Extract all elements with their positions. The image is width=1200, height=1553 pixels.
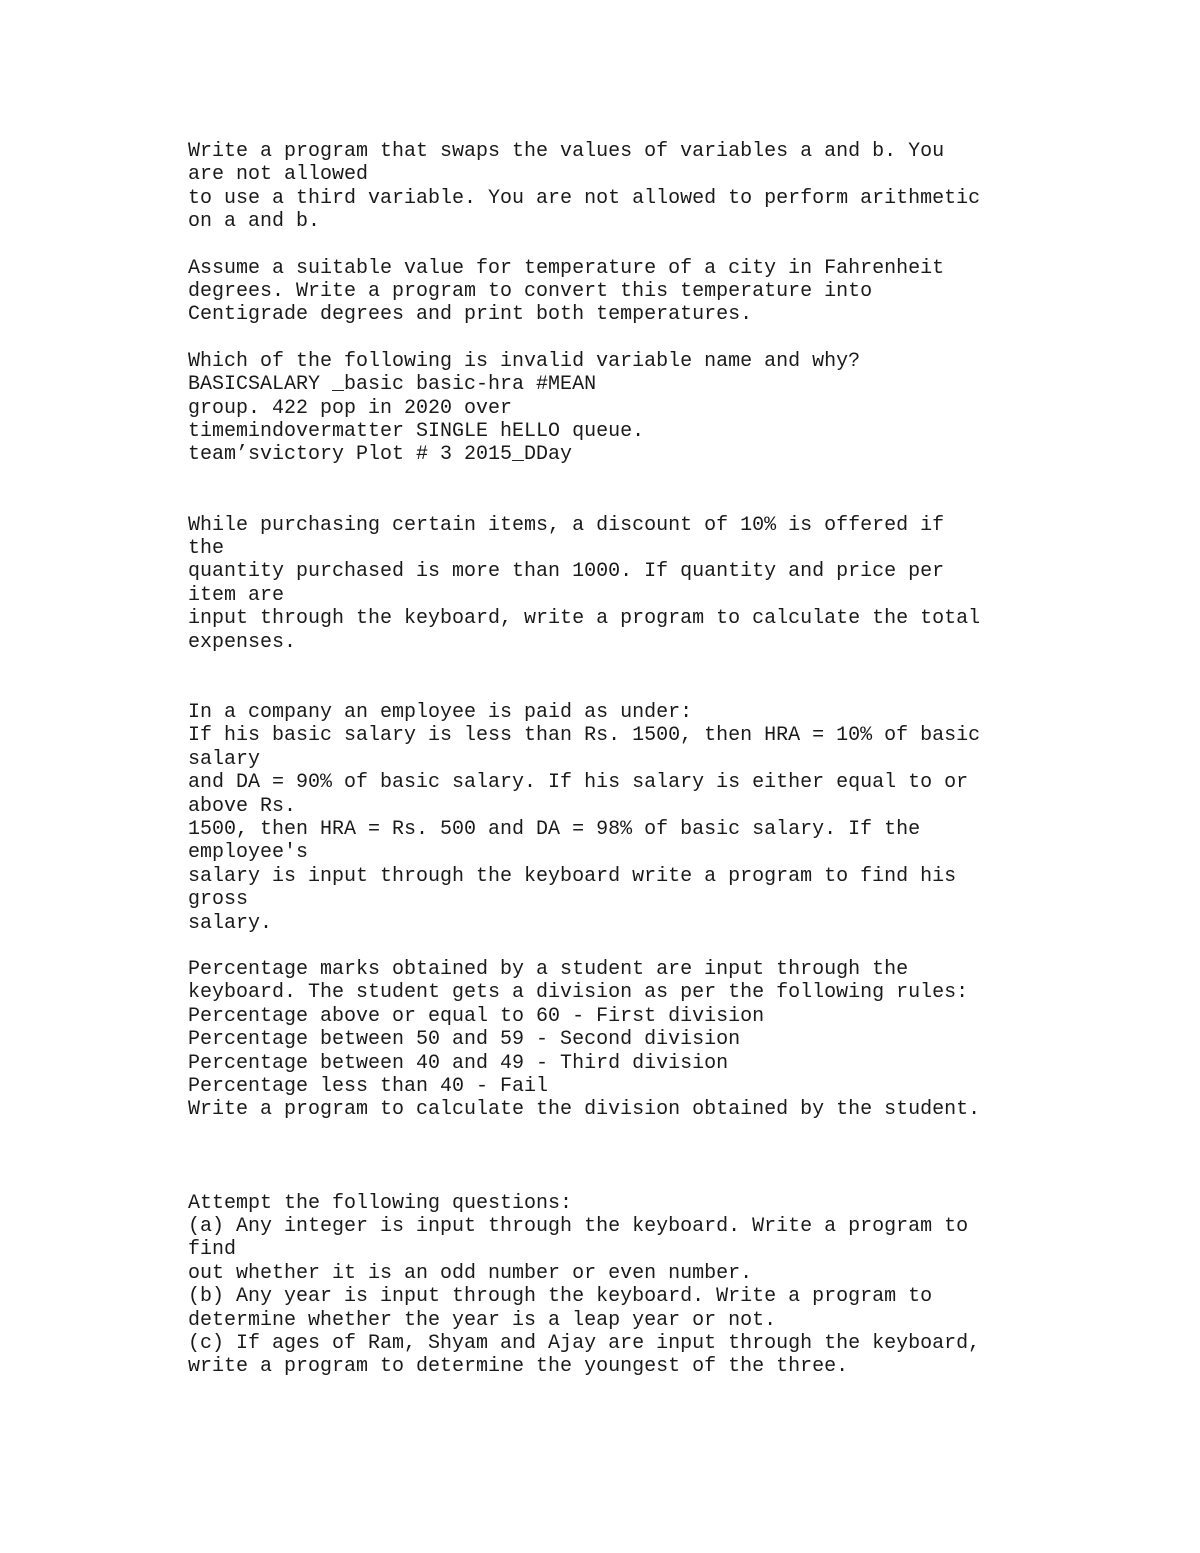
- text-line: Percentage less than 40 - Fail: [188, 1074, 549, 1098]
- text-line: salary.: [188, 911, 273, 935]
- text-line: (b) Any year is input through the keyboard. Write a program to: [188, 1285, 933, 1309]
- text-line: If his basic salary is less than Rs. 1500, then HRA = 10% of basic: [188, 724, 981, 748]
- text-line: above Rs.: [188, 794, 297, 818]
- text-line: and DA = 90% of basic salary. If his salary is either equal to or: [188, 771, 969, 795]
- text-line: Write a program that swaps the values of variables a and b. You: [188, 140, 945, 163]
- text-line: Write a program to calculate the division obtained by the student.: [188, 1098, 981, 1122]
- text-line: team’svictory Plot # 3 2015_DDay: [188, 443, 573, 467]
- text-line: the: [188, 537, 225, 561]
- text-line: Percentage marks obtained by a student are input through the: [188, 957, 909, 981]
- text-line: input through the keyboard, write a program to calculate the total: [188, 607, 981, 631]
- text-line: item are: [188, 583, 285, 607]
- text-line: Percentage between 40 and 49 - Third division: [188, 1051, 729, 1075]
- document-body: [188, 140, 1088, 1379]
- question-temperature-conversion: [188, 257, 1088, 327]
- text-line: salary: [188, 747, 261, 771]
- text-line: (a) Any integer is input through the keyboard. Write a program to: [188, 1215, 969, 1239]
- text-line: write a program to determine the youngest of the three.: [188, 1355, 849, 1379]
- text-line: (c) If ages of Ram, Shyam and Ajay are input through the keyboard,: [188, 1332, 981, 1356]
- text-line: salary is input through the keyboard write a program to find his: [188, 864, 957, 888]
- text-line: degrees. Write a program to convert this temperature into: [188, 279, 873, 303]
- text-line: Attempt the following questions:: [188, 1191, 573, 1215]
- text-line: BASICSALARY _basic basic-hra #MEAN: [188, 373, 597, 397]
- text-line: on a and b.: [188, 210, 321, 234]
- question-invalid-variable-names: [188, 350, 1088, 467]
- text-line: group. 422 pop in 2020 over: [188, 396, 513, 420]
- text-line: determine whether the year is a leap year or not.: [188, 1308, 777, 1332]
- text-line: Percentage between 50 and 59 - Second division: [188, 1028, 741, 1052]
- text-line: Assume a suitable value for temperature of a city in Fahrenheit: [188, 256, 945, 280]
- text-line: expenses.: [188, 630, 297, 654]
- text-line: In a company an employee is paid as under:: [188, 701, 693, 725]
- question-student-division: [188, 958, 1088, 1122]
- text-line: find: [188, 1238, 237, 1262]
- text-line: gross: [188, 888, 249, 912]
- text-line: While purchasing certain items, a discount of 10% is offered if: [188, 513, 945, 537]
- text-line: Which of the following is invalid variable name and why?: [188, 349, 861, 373]
- text-line: 1500, then HRA = Rs. 500 and DA = 98% of basic salary. If the: [188, 817, 921, 841]
- text-line: Percentage above or equal to 60 - First division: [188, 1004, 765, 1028]
- question-attempt-following: [188, 1192, 1088, 1379]
- text-line: quantity purchased is more than 1000. If quantity and price per: [188, 560, 945, 584]
- question-discount-expenses: [188, 514, 1088, 654]
- text-line: out whether it is an odd number or even number.: [188, 1261, 753, 1285]
- question-swap-variables: [188, 140, 1088, 234]
- text-line: to use a third variable. You are not allowed to perform arithmetic: [188, 186, 981, 210]
- text-line: keyboard. The student gets a division as per the following rules:: [188, 981, 969, 1005]
- text-line: timemindovermatter SINGLE hELLO queue.: [188, 419, 645, 443]
- text-line: Centigrade degrees and print both temperatures.: [188, 303, 753, 327]
- question-gross-salary: [188, 701, 1088, 935]
- text-line: are not allowed: [188, 163, 369, 187]
- text-line: employee's: [188, 841, 309, 865]
